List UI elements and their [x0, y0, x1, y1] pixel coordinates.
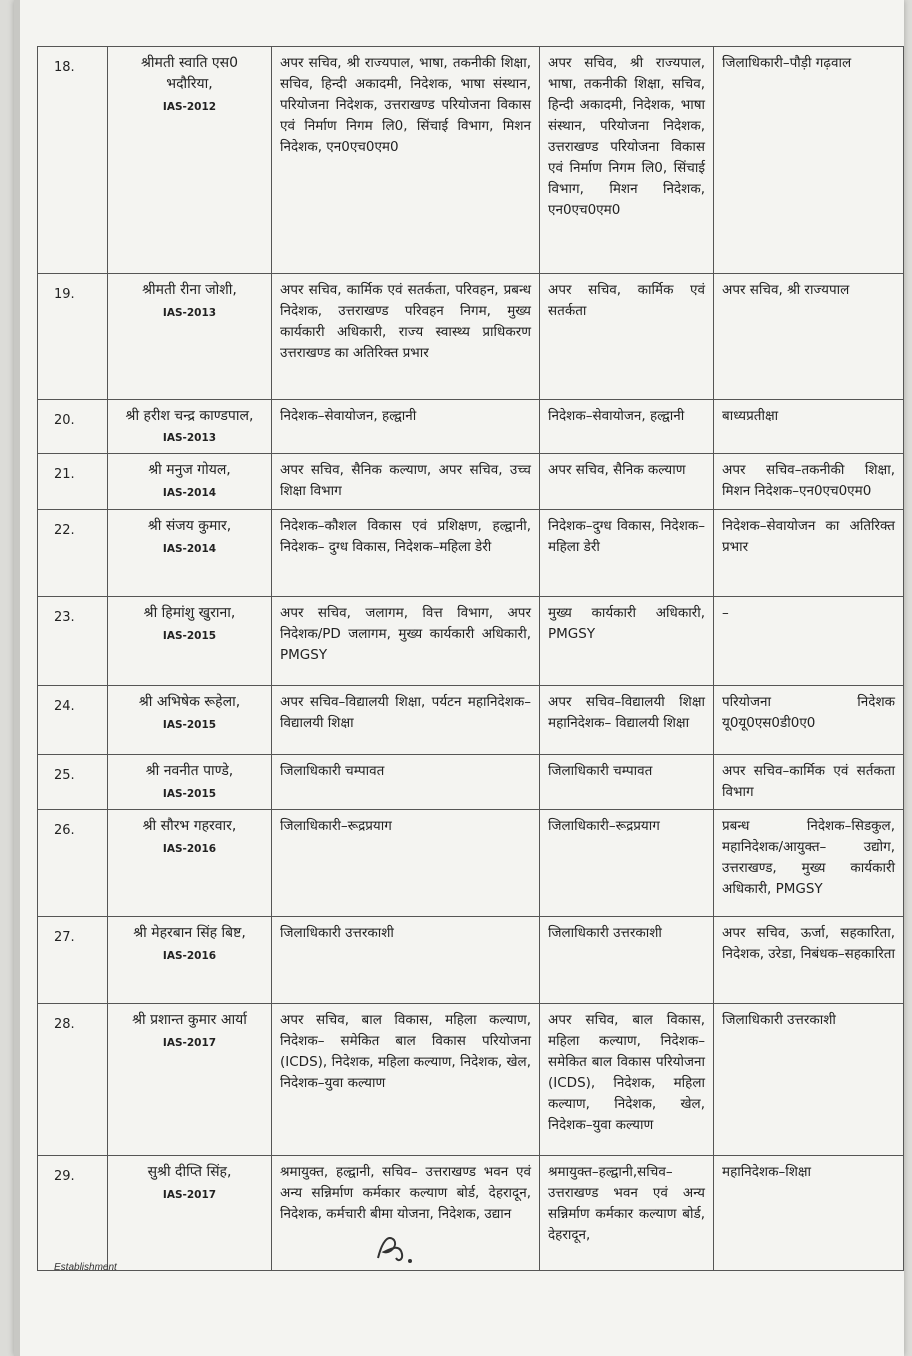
new-posting: जिलाधिकारी उत्तरकाशी [714, 1004, 904, 1156]
officer-name-cell [108, 755, 272, 810]
previous-posting: अपर सचिव, कार्मिक एवं सतर्कता, परिवहन, प्रबन्ध निदेशक, उत्तराखण्ड परिवहन निगम, मुख्य कार्यकारी अधिकारी, राज्य स्वास्थ्य प्राधिकरण उत्तराखण्ड का अतिरिक्त प्रभार [272, 274, 540, 400]
row-number: 29. [38, 1156, 108, 1271]
table-row [38, 454, 904, 510]
officer-batch: IAS-2015 [162, 630, 217, 642]
officer-batch: IAS-2016 [162, 950, 217, 962]
previous-posting: निदेशक–कौशल विकास एवं प्रशिक्षण, हल्द्वानी, निदेशक– दुग्ध विकास, निदेशक–महिला डेरी [272, 510, 540, 597]
officer-name: श्री प्रशान्त कुमार आर्या [132, 1012, 247, 1028]
officer-name-cell [108, 686, 272, 755]
retained-posting: निदेशक–सेवायोजन, हल्द्वानी [540, 400, 714, 454]
retained-posting: अपर सचिव, बाल विकास, महिला कल्याण, निदेशक–समेकित बाल विकास परियोजना (ICDS), निदेशक, महिला कल्याण, निदेशक, खेल, निदेशक–युवा कल्याण [540, 1004, 714, 1156]
row-number: 26. [38, 810, 108, 917]
new-posting: निदेशक–सेवायोजन का अतिरिक्त प्रभार [714, 510, 904, 597]
table-row [38, 755, 904, 810]
row-number: 18. [38, 47, 108, 274]
new-posting: अपर सचिव, ऊर्जा, सहकारिता, निदेशक, उरेडा, निबंधक–सहकारिता [714, 917, 904, 1004]
row-number: 27. [38, 917, 108, 1004]
retained-posting: जिलाधिकारी–रूद्रप्रयाग [540, 810, 714, 917]
table-row [38, 400, 904, 454]
previous-posting: अपर सचिव, जलागम, वित्त विभाग, अपर निदेशक/PD जलागम, मुख्य कार्यकारी अधिकारी, PMGSY [272, 597, 540, 686]
table-row [38, 274, 904, 400]
new-posting: जिलाधिकारी–पौड़ी गढ़वाल [714, 47, 904, 274]
table-row [38, 597, 904, 686]
new-posting: बाध्यप्रतीक्षा [714, 400, 904, 454]
new-posting: अपर सचिव, श्री राज्यपाल [714, 274, 904, 400]
row-number: 25. [38, 755, 108, 810]
officer-batch: IAS-2015 [162, 719, 217, 731]
officer-name: श्री सौरभ गहरवार, [142, 818, 237, 834]
officer-name-cell [108, 597, 272, 686]
retained-posting: जिलाधिकारी उत्तरकाशी [540, 917, 714, 1004]
officer-batch: IAS-2014 [162, 487, 217, 499]
officer-name: श्री संजय कुमार, [147, 518, 232, 534]
page-left-edge [14, 0, 20, 1356]
previous-posting: जिलाधिकारी उत्तरकाशी [272, 917, 540, 1004]
retained-posting: अपर सचिव, कार्मिक एवं सतर्कता [540, 274, 714, 400]
row-number: 28. [38, 1004, 108, 1156]
new-posting: – [714, 597, 904, 686]
row-number: 21. [38, 454, 108, 510]
officer-name: श्री अभिषेक रूहेला, [138, 694, 241, 710]
new-posting: महानिदेशक–शिक्षा [714, 1156, 904, 1271]
officer-name: श्री मनुज गोयल, [148, 462, 231, 478]
officer-batch: IAS-2016 [162, 843, 217, 855]
previous-posting: निदेशक–सेवायोजन, हल्द्वानी [272, 400, 540, 454]
previous-posting: अपर सचिव, सैनिक कल्याण, अपर सचिव, उच्च शिक्षा विभाग [272, 454, 540, 510]
officer-name-cell [108, 1156, 272, 1271]
officer-name: श्री हिमांशु खुराना, [143, 605, 236, 621]
table-row [38, 686, 904, 755]
officer-name: सुश्री दीप्ति सिंह, [147, 1164, 232, 1180]
document-page [14, 0, 904, 1356]
table-row [38, 917, 904, 1004]
officer-name-cell [108, 274, 272, 400]
officer-batch: IAS-2017 [162, 1037, 217, 1049]
retained-posting: अपर सचिव, श्री राज्यपाल, भाषा, तकनीकी शिक्षा, सचिव, हिन्दी अकादमी, निदेशक, भाषा संस्थान, परियोजना निदेशक, उत्तराखण्ड परियोजना विकास एवं निर्माण निगम लि0, सिंचाई विभाग, मिशन निदेशक, एन0एच0एम0 [540, 47, 714, 274]
new-posting: अपर सचिव–कार्मिक एवं सर्तकता विभाग [714, 755, 904, 810]
retained-posting: श्रमायुक्त–हल्द्वानी,सचिव–उत्तराखण्ड भवन एवं अन्य सन्निर्माण कर्मकार कल्याण बोर्ड, देहरादून, [540, 1156, 714, 1271]
retained-posting: निदेशक–दुग्ध विकास, निदेशक–महिला डेरी [540, 510, 714, 597]
row-number: 23. [38, 597, 108, 686]
signature-mark [372, 1228, 422, 1268]
row-number: 19. [38, 274, 108, 400]
row-number: 22. [38, 510, 108, 597]
officer-batch: IAS-2012 [162, 101, 217, 113]
new-posting: प्रबन्ध निदेशक–सिडकुल, महानिदेशक/आयुक्त– उद्योग, उत्तराखण्ड, मुख्य कार्यकारी अधिकारी, PMGSY [714, 810, 904, 917]
footer-label: Establishment [54, 1262, 117, 1273]
officer-name-cell [108, 47, 272, 274]
officer-name-cell [108, 400, 272, 454]
officer-batch: IAS-2013 [162, 432, 217, 444]
table-row [38, 1004, 904, 1156]
previous-posting: अपर सचिव–विद्यालयी शिक्षा, पर्यटन महानिदेशक– विद्यालयी शिक्षा [272, 686, 540, 755]
officer-batch: IAS-2014 [162, 543, 217, 555]
row-number: 20. [38, 400, 108, 454]
previous-posting: श्रमायुक्त, हल्द्वानी, सचिव– उत्तराखण्ड भवन एवं अन्य सन्निर्माण कर्मकार कल्याण बोर्ड, देहरादून, निदेशक, कर्मचारी बीमा योजना, निदेशक, उद्यान [272, 1156, 540, 1271]
table-row [38, 1156, 904, 1271]
officer-name: श्री मेहरबान सिंह बिष्ट, [133, 925, 246, 941]
retained-posting: जिलाधिकारी चम्पावत [540, 755, 714, 810]
retained-posting: अपर सचिव, सैनिक कल्याण [540, 454, 714, 510]
new-posting: अपर सचिव–तकनीकी शिक्षा, मिशन निदेशक–एन0एच0एम0 [714, 454, 904, 510]
officer-batch: IAS-2013 [162, 307, 217, 319]
table-row [38, 510, 904, 597]
officer-batch: IAS-2015 [162, 788, 217, 800]
officer-name-cell [108, 1004, 272, 1156]
officer-transfer-table [37, 46, 904, 1271]
new-posting: परियोजना निदेशक यू0यू0एस0डी0ए0 [714, 686, 904, 755]
officer-name-cell [108, 454, 272, 510]
retained-posting: अपर सचिव–विद्यालयी शिक्षा महानिदेशक– विद्यालयी शिक्षा [540, 686, 714, 755]
officer-name: श्रीमती रीना जोशी, [142, 282, 237, 298]
officer-name: श्रीमती स्वाति एस0 भदौरिया, [141, 55, 238, 92]
retained-posting: मुख्य कार्यकारी अधिकारी, PMGSY [540, 597, 714, 686]
officer-name-cell [108, 810, 272, 917]
previous-posting: अपर सचिव, बाल विकास, महिला कल्याण, निदेशक– समेकित बाल विकास परियोजना (ICDS), निदेशक, महिला कल्याण, निदेशक, खेल, निदेशक–युवा कल्याण [272, 1004, 540, 1156]
officer-name-cell [108, 510, 272, 597]
officer-name: श्री नवनीत पाण्डे, [145, 763, 234, 779]
table-row [38, 810, 904, 917]
table-row [38, 47, 904, 274]
officer-name-cell [108, 917, 272, 1004]
officer-batch: IAS-2017 [162, 1189, 217, 1201]
officer-name: श्री हरीश चन्द्र काण्डपाल, [125, 408, 254, 424]
row-number: 24. [38, 686, 108, 755]
previous-posting: जिलाधिकारी चम्पावत [272, 755, 540, 810]
previous-posting: अपर सचिव, श्री राज्यपाल, भाषा, तकनीकी शिक्षा, सचिव, हिन्दी अकादमी, निदेशक, भाषा संस्थान, परियोजना निदेशक, उत्तराखण्ड परियोजना विकास एवं निर्माण निगम लि0, सिंचाई विभाग, मिशन निदेशक, एन0एच0एम0 [272, 47, 540, 274]
previous-posting: जिलाधिकारी–रूद्रप्रयाग [272, 810, 540, 917]
